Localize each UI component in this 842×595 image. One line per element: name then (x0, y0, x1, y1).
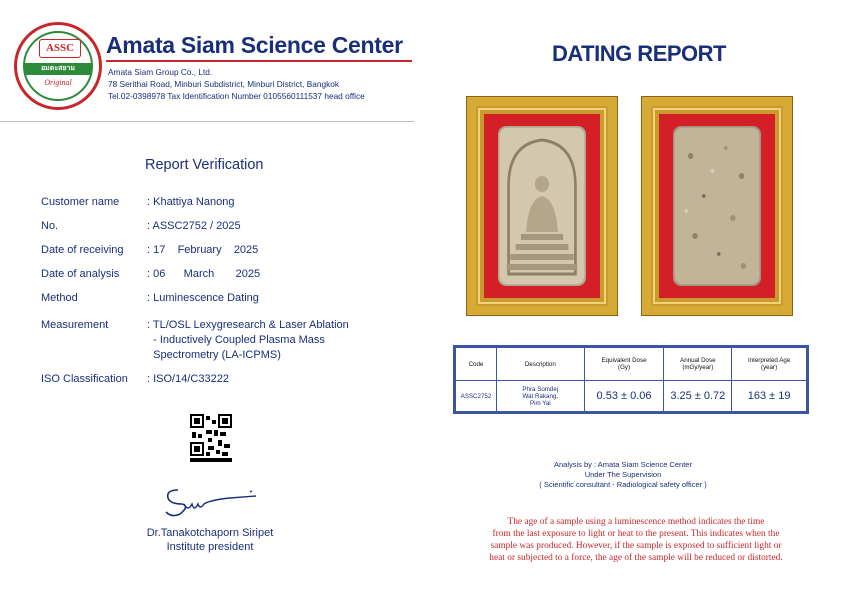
cell-equivalent-dose: 0.53 ± 0.06 (584, 381, 664, 412)
field-label-analysis: Date of analysis (41, 268, 120, 280)
analysis-block (523, 460, 723, 490)
signature-icon (160, 482, 260, 522)
field-value-measurement-2: - Inductively Coupled Plasma Mass (147, 334, 325, 346)
disclaimer-line-2: from the last exposure to light or heat to the present. This indicates when the (492, 529, 780, 539)
analysis-line-1: Analysis by : Amata Siam Science Center (554, 460, 692, 469)
field-value-analysis: : 06 March 2025 (147, 268, 261, 280)
buddha-relief-icon (498, 126, 586, 286)
logo-script: Original (44, 78, 72, 87)
field-value-measurement-1: : TL/OSL Lexygresearch & Laser Ablation (147, 319, 349, 331)
logo-badge: ASSC (39, 39, 81, 58)
analysis-line-2: Under The Supervision (584, 470, 662, 479)
amulet-back-image (673, 126, 761, 286)
header-description: Description (496, 348, 584, 381)
disclaimer-line-4: heat or subjected to a force, the age of the sample will be reduced or distorted. (489, 553, 783, 563)
header-divider (0, 121, 414, 122)
logo-band: อมตะสยาม (25, 63, 91, 75)
analysis-line-3: ( Scientific consultant - Radiological safety officer ) (539, 480, 707, 489)
table-header-row (456, 348, 807, 381)
amulet-texture-icon (673, 126, 761, 286)
field-value-customer: : Khattiya Nanong (147, 196, 235, 208)
amulet-back-frame (642, 97, 792, 315)
company-address: 78 Serithai Road, Minburi Subdistrict, Minburi District, Bangkok (108, 79, 340, 89)
header-interpreted-age: Interpreted Age (year) (732, 348, 807, 381)
field-value-measurement-3: Spectrometry (LA-ICPMS) (147, 349, 281, 361)
company-underline (106, 60, 412, 62)
qr-code-icon[interactable] (190, 414, 232, 462)
company-name: Amata Siam Science Center (106, 32, 403, 58)
verification-title: Report Verification (145, 157, 264, 173)
company-contact: Tel.02-0398978 Tax Identification Number 0105560111537 head office (108, 91, 365, 101)
disclaimer (452, 516, 820, 564)
report-title: DATING REPORT (552, 41, 726, 66)
field-label-method: Method (41, 292, 78, 304)
cell-annual-dose: 3.25 ± 0.72 (664, 381, 732, 412)
table-row (456, 381, 807, 412)
signer-title: Institute president (166, 541, 254, 553)
field-label-iso: ISO Classification (41, 373, 128, 385)
disclaimer-line-1: The age of a sample using a luminescence method indicates the time (507, 517, 765, 527)
company-logo (14, 22, 102, 110)
signer-name: Dr.Tanakotchaporn Siripet (146, 527, 274, 539)
company-group: Amata Siam Group Co., Ltd. (108, 67, 213, 77)
field-value-number: : ASSC2752 / 2025 (147, 220, 241, 232)
cell-code: ASSC2752 (456, 381, 497, 412)
cell-description: Phra Somdej Wat Rakang, Pim Yai (496, 381, 584, 412)
disclaimer-line-3: sample was produced. However, if the sample is exposed to sufficient light or (490, 541, 782, 551)
field-value-receiving: : 17 February 2025 (147, 244, 259, 256)
field-label-receiving: Date of receiving (41, 244, 124, 256)
header-annual-dose: Annual Dose (mGy/year) (664, 348, 732, 381)
results-table (455, 347, 807, 412)
field-label-measurement: Measurement (41, 319, 109, 331)
cell-interpreted-age: 163 ± 19 (732, 381, 807, 412)
field-label-number: No. (41, 220, 59, 232)
field-label-customer: Customer name (41, 196, 120, 208)
amulet-front-frame (467, 97, 617, 315)
header-equivalent-dose: Equivalent Dose (Gy) (584, 348, 664, 381)
field-value-iso: : ISO/14/C33222 (147, 373, 229, 385)
amulet-front-image (498, 126, 586, 286)
field-value-method: : Luminescence Dating (147, 292, 259, 304)
header-code: Code (456, 348, 497, 381)
